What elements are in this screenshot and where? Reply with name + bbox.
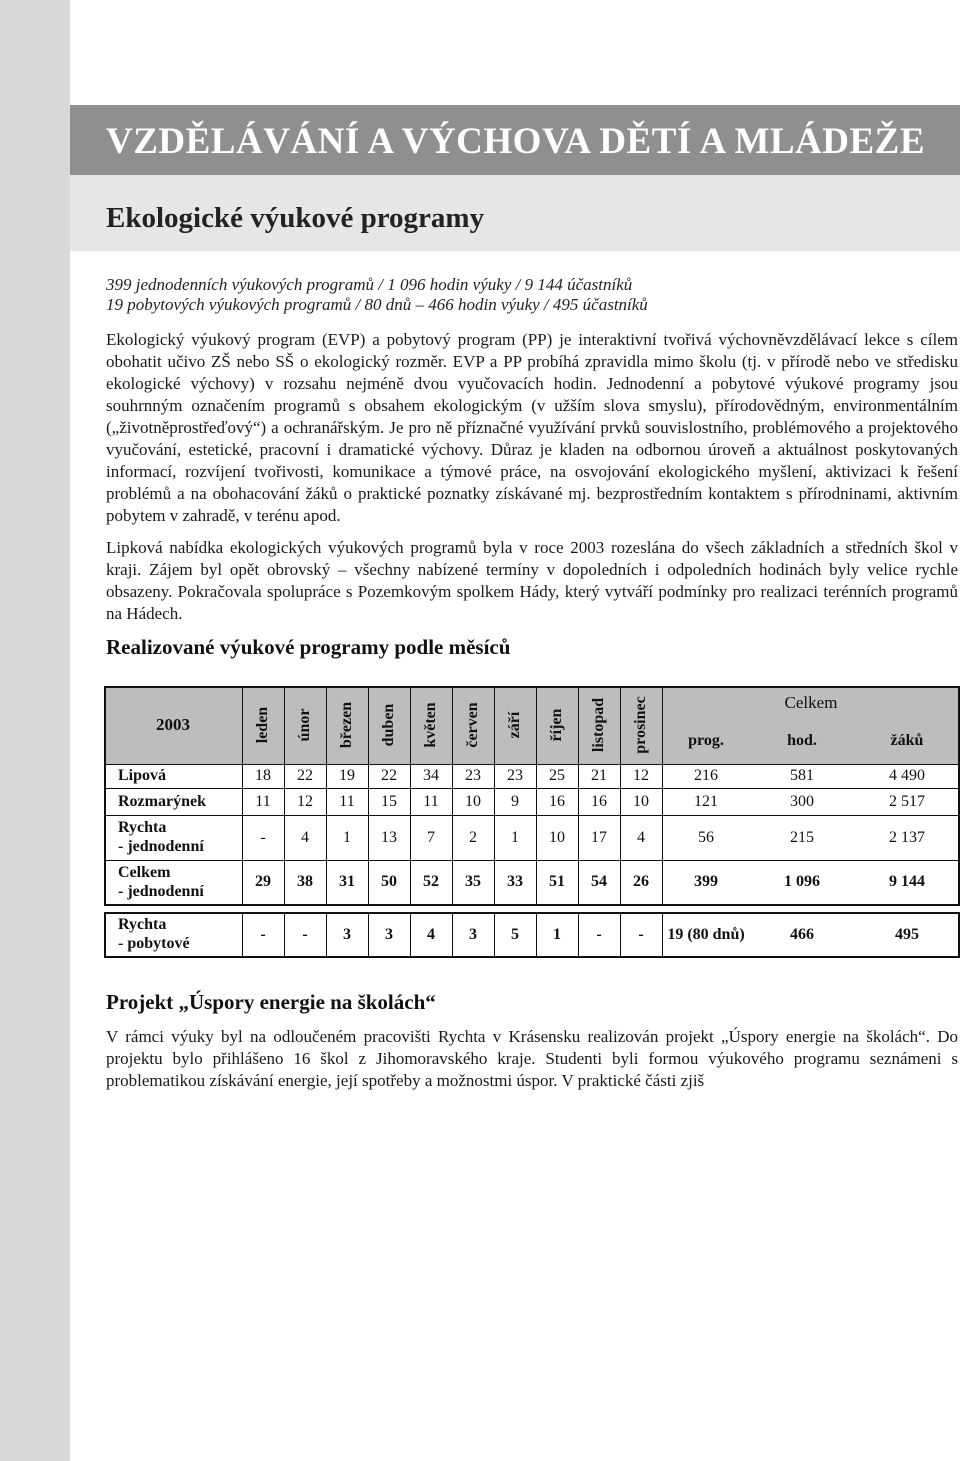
row-label-line1: Lipová: [118, 767, 167, 784]
month-header-8: listopad: [590, 697, 607, 753]
totals-col-header-1: hod.: [787, 732, 817, 749]
table-cell: 16: [549, 792, 565, 810]
table-total-cell: 216: [694, 767, 718, 784]
table-cell: 26: [633, 873, 649, 890]
table-total-cell: 495: [895, 926, 919, 943]
table-rule: [536, 912, 537, 958]
table-total-cell: 2 517: [889, 792, 925, 810]
table-total-cell: 4 490: [889, 767, 925, 784]
table-cell: 9: [511, 792, 519, 810]
month-header-4: květen: [422, 702, 439, 748]
table-cell: 22: [381, 767, 397, 784]
table-cell: 3: [343, 926, 351, 943]
table-year-cell: 2003: [156, 715, 190, 734]
table-rule: [104, 764, 960, 765]
table-rule: [104, 788, 960, 789]
table-total-cell: 121: [694, 792, 718, 810]
totals-header: Celkem: [784, 693, 838, 712]
programs-table: [104, 686, 960, 958]
month-header-7: říjen: [548, 708, 565, 742]
table-rule: [410, 686, 411, 904]
table-cell: 10: [549, 828, 565, 846]
table-section-title: Realizované výukové programy podle měsíců: [106, 635, 511, 659]
table-cell: 3: [385, 926, 393, 943]
row-label-4: [118, 915, 240, 953]
row-label-line1: Rychta: [118, 819, 167, 836]
table-total-cell: 19 (80 dnů): [667, 926, 745, 943]
table-rule: [536, 686, 537, 904]
table-cell: 52: [423, 873, 439, 890]
table-cell: 18: [255, 767, 271, 784]
page-title: VZDĚLÁVÁNÍ A VÝCHOVA DĚTÍ A MLÁDEŽE: [106, 121, 926, 162]
table-rule: [368, 912, 369, 958]
row-label-line2: - jednodenní: [118, 838, 204, 855]
row-label-1: [118, 792, 240, 811]
table-cell: 5: [511, 926, 519, 943]
paragraph-offer: Lipková nabídka ekologických výukových programů byla v roce 2003 rozeslána do všech základních a středních škol v kraji. Zájem byl opět obrovský – všechny nabízené termíny v dopoledních i odpoledních hodinách byly velice rychle obsazeny. Pokračovala spolupráce s Pozemkovým spolkem Hády, který vytváří podmínky pro realizaci terénních programů na Hádech.: [106, 538, 958, 623]
table-cell: 19: [339, 767, 355, 784]
row-label-3: [118, 863, 240, 901]
table-cell: 1: [343, 828, 351, 846]
table-cell: 17: [591, 828, 607, 846]
paragraph-intro: Ekologický výukový program (EVP) a pobytový program (PP) je interaktivní tvořivá výchovněvzdělávací lekce s cílem obohatit učivo ZŠ nebo SŠ o ekologický rozměr. EVP a PP probíhá zpravidla mimo školu (tj. v přírodě nebo ve středisku ekologické výchovy) v rozsahu nejméně dvou vyučovacích hodin. Jednodenní a pobytové výukové programy jsou souhrnným označením programů s obsahem ekologickým (v užším slova smyslu), přírodovědným, environmentálním („životněprostřeďový“) a ochranářským. Je pro ně příznačné využívání prvků souvislostního, problémového a projektového vyučování, estetické, pracovní i dramatické výchovy. Důraz je kladen na odbornou úroveň a aktuálnost poskytovaných informací, rozvíjení tvořivosti, komunikace a týmové práce, na osvojování ekologického myšlení, aktivizaci k řešení problémů a na obohacování žáků o praktické poznatky získávané mj. bezprostředním kontaktem s přírodninami, aktivním pobytem v zahradě, v terénu apod.: [106, 330, 958, 525]
table-cell: -: [260, 926, 266, 943]
table-cell: -: [638, 926, 644, 943]
table-rule: [104, 956, 960, 958]
table-rule: [104, 815, 960, 816]
month-header-1: únor: [296, 708, 313, 742]
table-rule: [242, 686, 243, 904]
table-rule: [662, 686, 663, 904]
table-rule: [242, 912, 243, 958]
table-rule: [104, 912, 106, 958]
table-rule: [326, 912, 327, 958]
totals-col-header-2: žáků: [890, 732, 924, 749]
table-rule: [494, 686, 495, 904]
table-total-cell: 581: [790, 767, 814, 784]
table-cell: 23: [507, 767, 523, 784]
table-total-cell: 466: [790, 926, 814, 943]
table-cell: 15: [381, 792, 397, 810]
paragraph-project: V rámci výuky byl na odloučeném pracovišti Rychta v Krásensku realizován projekt „Úspory energie na školách“. Do projektu bylo přihlášeno 16 škol z Jihomoravského kraje. Studenti byli formou výukového programu seznámeni s problematikou získávání energie, její spotřeby a možnostmi úspor. V praktické části zjiš: [106, 1027, 958, 1090]
page-subtitle: Ekologické výukové programy: [106, 202, 485, 234]
month-header-3: duben: [380, 703, 397, 747]
table-cell: 25: [549, 767, 565, 784]
table-rule: [104, 860, 960, 861]
table-rule: [284, 912, 285, 958]
table-rule: [104, 912, 960, 914]
row-label-0: [118, 766, 240, 785]
table-cell: 10: [633, 792, 649, 810]
table-total-cell: 399: [694, 873, 718, 890]
table-total-cell: 56: [698, 828, 714, 846]
table-rule: [620, 912, 621, 958]
table-total-cell: 1 096: [784, 873, 820, 890]
table-cell: 29: [255, 873, 271, 890]
table-cell: -: [302, 926, 308, 943]
table-cell: 50: [381, 873, 397, 890]
table-rule: [104, 686, 106, 904]
table-cell: 4: [637, 828, 645, 846]
row-label-line1: Celkem: [118, 864, 171, 881]
table-cell: 12: [297, 792, 313, 810]
table-cell: 54: [591, 873, 607, 890]
table-cell: 1: [511, 828, 519, 846]
table-rule: [326, 686, 327, 904]
stats-line-2: 19 pobytových výukových programů / 80 dnů – 466 hodin výuky / 495 účastníků: [106, 295, 648, 314]
table-cell: 11: [423, 792, 439, 810]
totals-col-header-0: prog.: [688, 732, 724, 749]
row-label-line1: Rozmarýnek: [118, 793, 206, 810]
month-header-9: prosinec: [632, 696, 649, 754]
table-cell: 3: [469, 926, 477, 943]
table-cell: -: [596, 926, 602, 943]
table-total-cell: 2 137: [889, 828, 925, 846]
left-margin-strip: [0, 0, 70, 1461]
table-rule: [662, 912, 663, 958]
table-rule: [452, 912, 453, 958]
table-rule: [578, 686, 579, 904]
row-label-2: [118, 818, 240, 856]
table-cell: 1: [553, 926, 561, 943]
table-rule: [284, 686, 285, 904]
table-rule: [620, 686, 621, 904]
table-cell: 33: [507, 873, 523, 890]
table-cell: 7: [427, 828, 435, 846]
table-cell: 38: [297, 873, 313, 890]
table-cell: 34: [423, 767, 439, 784]
table-cell: 11: [339, 792, 355, 810]
month-header-0: leden: [254, 706, 271, 744]
table-cell: 13: [381, 828, 397, 846]
row-label-line2: - pobytové: [118, 935, 190, 952]
table-cell: 4: [427, 926, 435, 943]
row-label-line2: - jednodenní: [118, 883, 204, 900]
table-cell: 2: [469, 828, 477, 846]
table-cell: 12: [633, 767, 649, 784]
table-cell: 10: [465, 792, 481, 810]
table-rule: [410, 912, 411, 958]
table-cell: 16: [591, 792, 607, 810]
table-cell: 22: [297, 767, 313, 784]
stats-summary: [106, 275, 956, 315]
month-header-2: březen: [338, 701, 355, 749]
stats-line-1: 399 jednodenních výukových programů / 1 096 hodin výuky / 9 144 účastníků: [106, 275, 633, 294]
table-rule: [494, 912, 495, 958]
month-header-6: září: [506, 711, 523, 739]
table-cell: 21: [591, 767, 607, 784]
table-rule: [104, 904, 960, 906]
table-cell: 11: [255, 792, 271, 810]
table-rule: [368, 686, 369, 904]
table-total-cell: 9 144: [889, 873, 925, 890]
table-total-cell: 300: [790, 792, 814, 810]
table-rule: [104, 686, 960, 688]
table-cell: -: [260, 828, 266, 846]
table-total-cell: 215: [790, 828, 814, 846]
row-label-line1: Rychta: [118, 916, 167, 933]
table-cell: 4: [301, 828, 309, 846]
table-cell: 51: [549, 873, 565, 890]
project-section-title: Projekt „Úspory energie na školách“: [106, 990, 436, 1014]
table-rule: [578, 912, 579, 958]
month-header-5: červen: [464, 702, 481, 748]
table-cell: 23: [465, 767, 481, 784]
table-cell: 35: [465, 873, 481, 890]
table-cell: 31: [339, 873, 355, 890]
table-rule: [452, 686, 453, 904]
